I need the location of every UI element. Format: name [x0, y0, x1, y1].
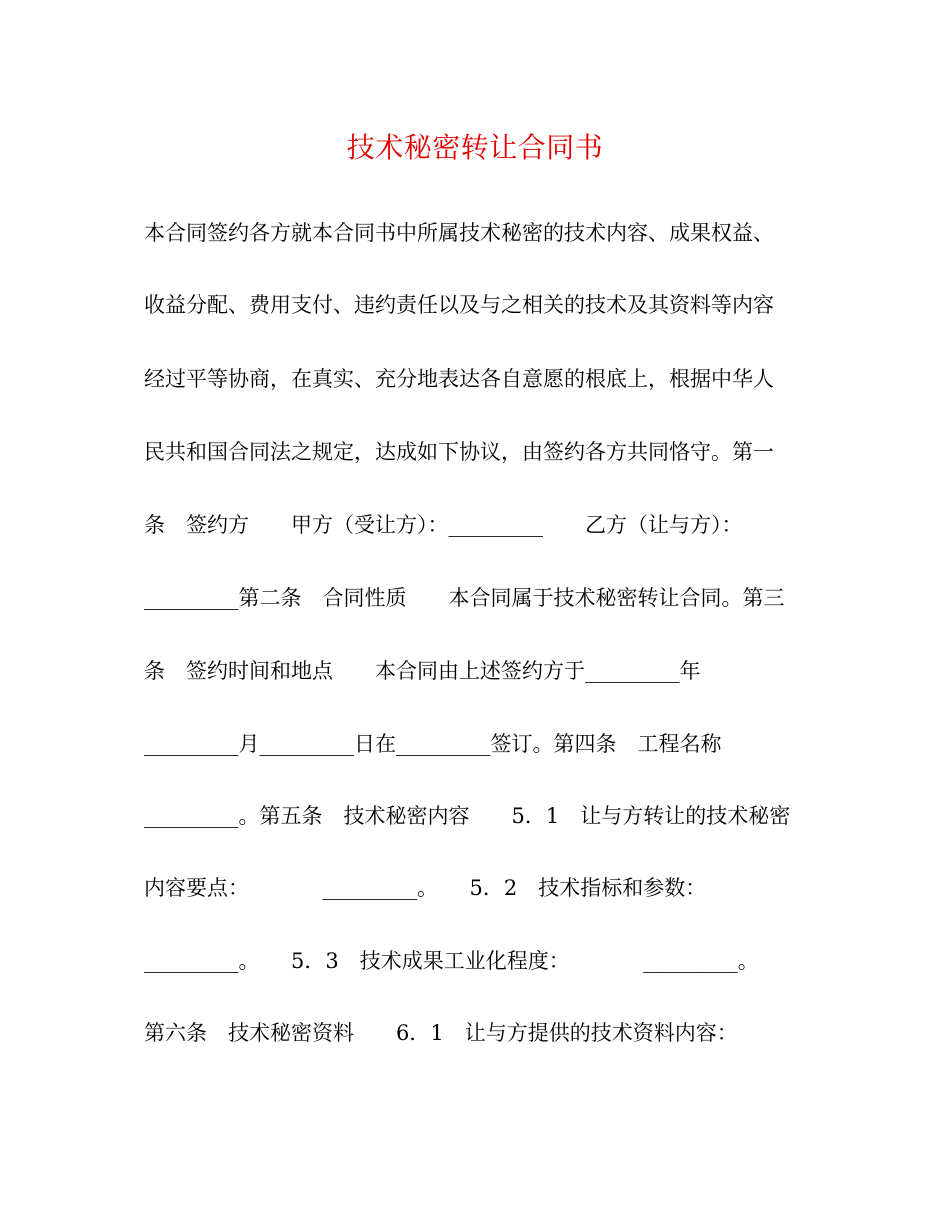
body-line-12: 第六条 技术秘密资料 6．1 让与方提供的技术资料内容： — [144, 1021, 738, 1045]
body-line-8: _________月_________日在_________签订。第四条 工程名称 — [144, 732, 722, 756]
document-title: 技术秘密转让合同书 — [346, 131, 604, 164]
body-line-4: 民共和国合同法之规定，达成如下协议，由签约各方共同恪守。第一 — [144, 440, 774, 464]
body-line-7: 条 签约时间和地点 本合同由上述签约方于_________年 — [144, 659, 701, 683]
body-line-3: 经过平等协商，在真实、充分地表达各自意愿的根底上，根据中华人 — [144, 367, 774, 391]
body-line-6: _________第二条 合同性质 本合同属于技术秘密转让合同。第三 — [144, 586, 785, 610]
body-line-9: _________。第五条 技术秘密内容 5．1 让与方转让的技术秘密 — [144, 804, 791, 828]
body-line-5: 条 签约方 甲方（受让方）：_________ 乙方（让与方）： — [144, 513, 743, 537]
body-line-1: 本合同签约各方就本合同书中所属技术秘密的技术内容、成果权益、 — [144, 221, 774, 245]
body-line-11: _________。 5．3 技术成果工业化程度： _________。 — [144, 949, 759, 973]
body-line-2: 收益分配、费用支付、违约责任以及与之相关的技术及其资料等内容 — [144, 293, 774, 317]
body-line-10: 内容要点： _________。 5．2 技术指标和参数： — [144, 876, 707, 900]
